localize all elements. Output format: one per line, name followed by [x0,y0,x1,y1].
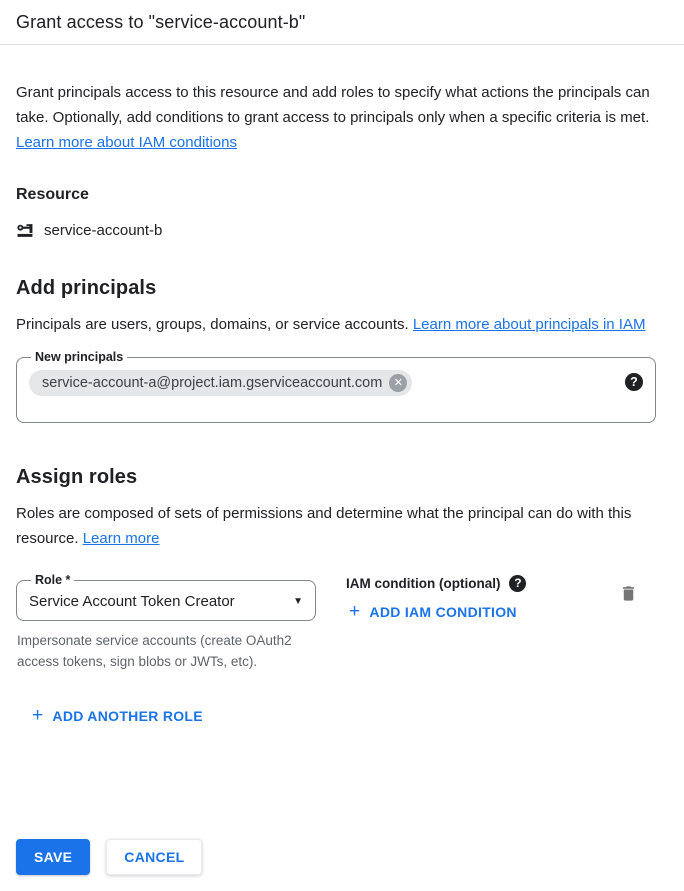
save-button[interactable]: SAVE [16,839,90,875]
dialog-actions [16,839,202,875]
resource-heading: Resource [16,186,89,203]
role-row [16,573,668,672]
principal-chip-text: service-account-a@project.iam.gserviceaccount.com [42,375,383,391]
role-description: Impersonate service accounts (create OAuth2 access tokens, sign blobs or JWTs, etc). [17,633,292,669]
principals-description [16,312,664,337]
service-account-icon [16,221,35,240]
dialog-body [0,80,684,726]
resource-name: service-account-b [44,222,163,239]
role-select[interactable] [16,573,316,621]
principal-chip [29,370,412,396]
principals-learn-more-link[interactable]: Learn more about principals in IAM [412,316,646,333]
roles-description-text: Roles are composed of sets of permissions and determine what the principal can do with this resource. [16,505,632,547]
plus-icon: + [349,601,361,622]
delete-role-column [619,573,668,609]
add-iam-condition-label: ADD IAM CONDITION [369,604,517,620]
roles-description [16,501,664,551]
add-another-role-label: ADD ANOTHER ROLE [52,708,203,724]
iam-condition-column [346,573,526,622]
principals-description-text: Principals are users, groups, domains, or service accounts. [16,316,413,333]
iam-condition-label: IAM condition (optional) [346,576,501,591]
role-select-value: Service Account Token Creator [29,593,235,610]
plus-icon: + [32,705,44,726]
assign-roles-heading: Assign roles [16,466,138,488]
dialog-title: Grant access to "service-account-b" [16,12,306,32]
dialog-header [0,0,684,45]
intro-text: Grant principals access to this resource and add roles to specify what actions the principals can take. Optionally, add conditions to grant access to principals only when a specific criteria is met. [16,84,650,126]
intro-paragraph [16,80,668,155]
role-column [16,573,316,672]
add-another-role-button[interactable] [32,705,203,726]
cancel-button[interactable]: CANCEL [106,839,202,875]
iam-condition-help-icon[interactable]: ? [509,575,526,592]
resource-row [16,221,668,240]
role-select-label: Role * [35,573,71,587]
trash-icon [619,583,638,604]
new-principals-field[interactable] [16,350,656,423]
chevron-down-icon: ▼ [293,596,303,607]
roles-learn-more-link[interactable]: Learn more [82,530,160,547]
chip-close-icon[interactable]: ✕ [389,374,407,392]
add-principals-heading: Add principals [16,277,157,299]
principals-help-icon[interactable]: ? [625,373,643,391]
new-principals-label: New principals [35,350,124,364]
add-iam-condition-button[interactable] [349,601,517,622]
delete-role-button[interactable] [619,583,638,607]
iam-conditions-link[interactable]: Learn more about IAM conditions [16,134,237,151]
